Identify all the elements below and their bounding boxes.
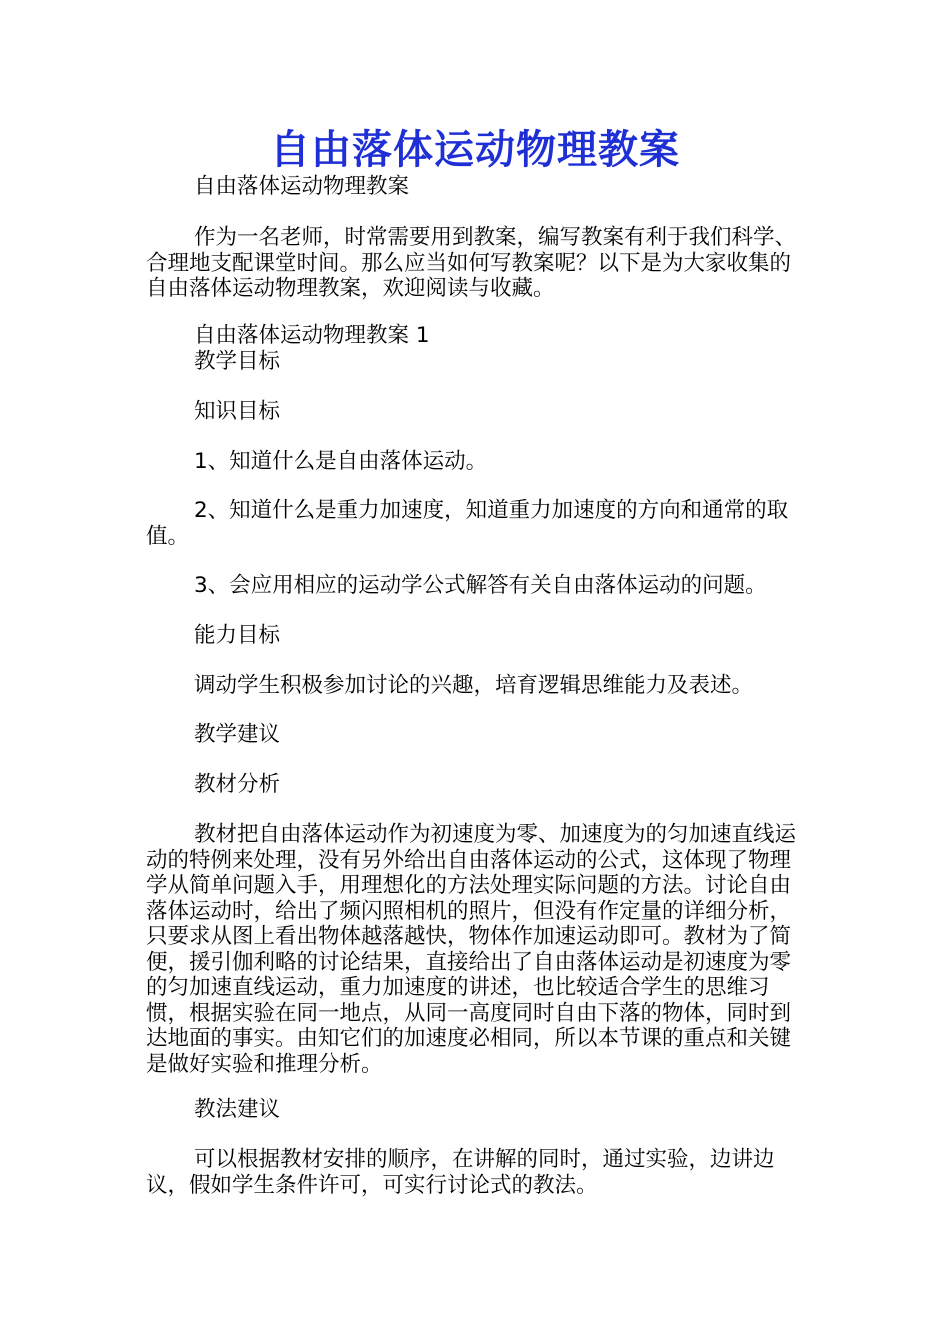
document-title: 自由落体运动物理教案 [270,126,680,173]
section-heading: 自由落体运动物理教案 1 [194,323,430,348]
teaching-suggestions-heading: 教学建议 [194,722,281,747]
knowledge-goals-heading: 知识目标 [194,399,281,424]
method-paragraph: 可以根据教材安排的顺序，在讲解的同时，通过实验，边讲边议，假如学生条件许可，可实行讨论式的教法。 [146,1147,775,1198]
teaching-goals-heading: 教学目标 [194,349,281,374]
goal-item-2: 2、知道什么是重力加速度，知道重力加速度的方向和通常的取值。 [146,498,789,549]
material-analysis-paragraph: 教材把自由落体运动作为初速度为零、加速度为的匀加速直线运动的特例来处理，没有另外给出自由落体运动的公式，这体现了物理学从简单问题入手，用理想化的方法处理实际问题的方法。讨论自由落体运动时，给出了频闪照相机的照片，但没有作定量的详细分析，只要求从图上看出物体越落越快，物体作加速运动即可。教材为了简便，援引伽利略的讨论结果，直接给出了自由落体运动是初速度为零的匀加速直线运动，重力加速度的讲述，也比较适合学生的思维习惯，根据实验在同一地点，从同一高度同时自由下落的物体，同时到达地面的事实。由知它们的加速度必相同，所以本节课的重点和关键是做好实验和推理分析。 [146,822,797,1077]
intro-paragraph: 作为一名老师，时常需要用到教案，编写教案有利于我们科学、合理地支配课堂时间。那么应当如何写教案呢？以下是为大家收集的自由落体运动物理教案，欢迎阅读与收藏。 [146,225,797,301]
goal-item-3: 3、会应用相应的运动学公式解答有关自由落体运动的问题。 [194,573,767,598]
method-suggestions-heading: 教法建议 [194,1097,281,1122]
goal-item-1: 1、知道什么是自由落体运动。 [194,449,488,474]
document-subtitle: 自由落体运动物理教案 [194,174,410,199]
ability-text: 调动学生积极参加讨论的兴趣，培育逻辑思维能力及表述。 [194,673,754,698]
material-analysis-heading: 教材分析 [194,772,281,797]
ability-goals-heading: 能力目标 [194,623,281,648]
